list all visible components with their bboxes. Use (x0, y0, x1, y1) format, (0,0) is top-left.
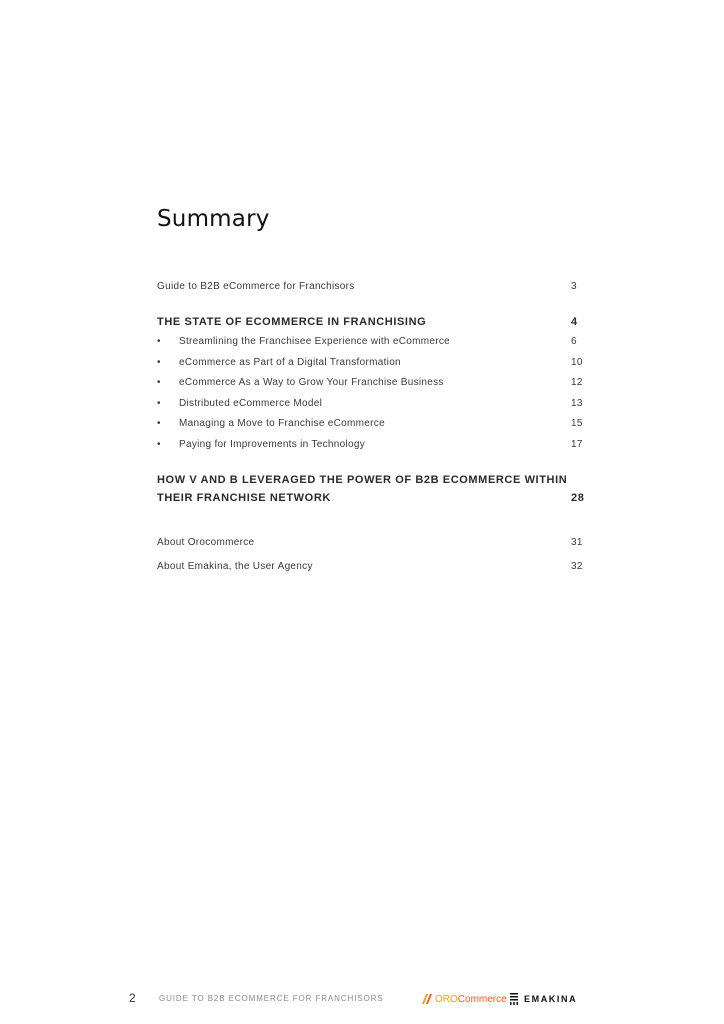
bullet-icon: • (157, 398, 161, 409)
bullet-icon: • (157, 336, 161, 347)
toc-item-page: 12 (571, 377, 583, 388)
toc-item-page: 13 (571, 398, 583, 409)
page-number: 2 (129, 991, 136, 1005)
bullet-icon: • (157, 377, 161, 388)
toc-item-label: Streamlining the Franchisee Experience with eCommerce (179, 336, 451, 347)
page-footer (0, 991, 724, 1011)
toc-entry-page: 32 (571, 561, 583, 572)
toc-section-page: 28 (571, 492, 585, 504)
toc-section-page: 4 (571, 316, 578, 328)
toc-section-label: THE STATE OF ECOMMERCE IN FRANCHISING (157, 316, 427, 328)
toc-item-page: 6 (571, 336, 577, 347)
toc-item-label: eCommerce as Part of a Digital Transformation (179, 357, 401, 368)
emakina-mark-icon (510, 993, 518, 1005)
toc-entry-label: About Emakina, the User Agency (157, 561, 313, 572)
page-title: Summary (157, 206, 270, 232)
bullet-icon: • (157, 418, 161, 429)
toc-item-page: 15 (571, 418, 583, 429)
bullet-icon: • (157, 357, 161, 368)
toc-section-label-line1: HOW V AND B LEVERAGED THE POWER OF B2B ECOMMERCE WITHIN (157, 474, 568, 486)
emakina-logo (510, 992, 577, 1006)
toc-entry-page: 3 (571, 281, 577, 292)
oro-mark-icon (421, 993, 433, 1005)
toc-item-page: 17 (571, 439, 583, 450)
toc-entry-label: Guide to B2B eCommerce for Franchisors (157, 281, 355, 292)
orocommerce-logo-text: OROCommerce (435, 993, 507, 1005)
toc-entry-guide[interactable] (157, 280, 587, 294)
footer-document-title: GUIDE TO B2B ECOMMERCE FOR FRANCHISORS (159, 994, 384, 1003)
toc-section-v-and-b[interactable] (157, 473, 587, 487)
toc-entry-about-emakina[interactable] (157, 560, 587, 574)
toc-item-label: eCommerce As a Way to Grow Your Franchise Business (179, 377, 444, 388)
bullet-icon: • (157, 439, 161, 450)
toc-entry-page: 31 (571, 537, 583, 548)
orocommerce-logo (421, 992, 507, 1006)
toc-entry-label: About Orocommerce (157, 537, 255, 548)
toc-section-state-of-ecommerce[interactable] (157, 315, 587, 329)
toc-item-label: Distributed eCommerce Model (179, 398, 323, 409)
toc-item-page: 10 (571, 357, 583, 368)
toc-section-label-line2: THEIR FRANCHISE NETWORK (157, 492, 331, 504)
toc-item-label: Paying for Improvements in Technology (179, 439, 366, 450)
emakina-logo-text: EMAKINA (524, 994, 578, 1004)
toc-section-v-and-b-line2[interactable] (157, 491, 587, 505)
toc-item-label: Managing a Move to Franchise eCommerce (179, 418, 385, 429)
toc-entry-about-orocommerce[interactable] (157, 536, 587, 550)
